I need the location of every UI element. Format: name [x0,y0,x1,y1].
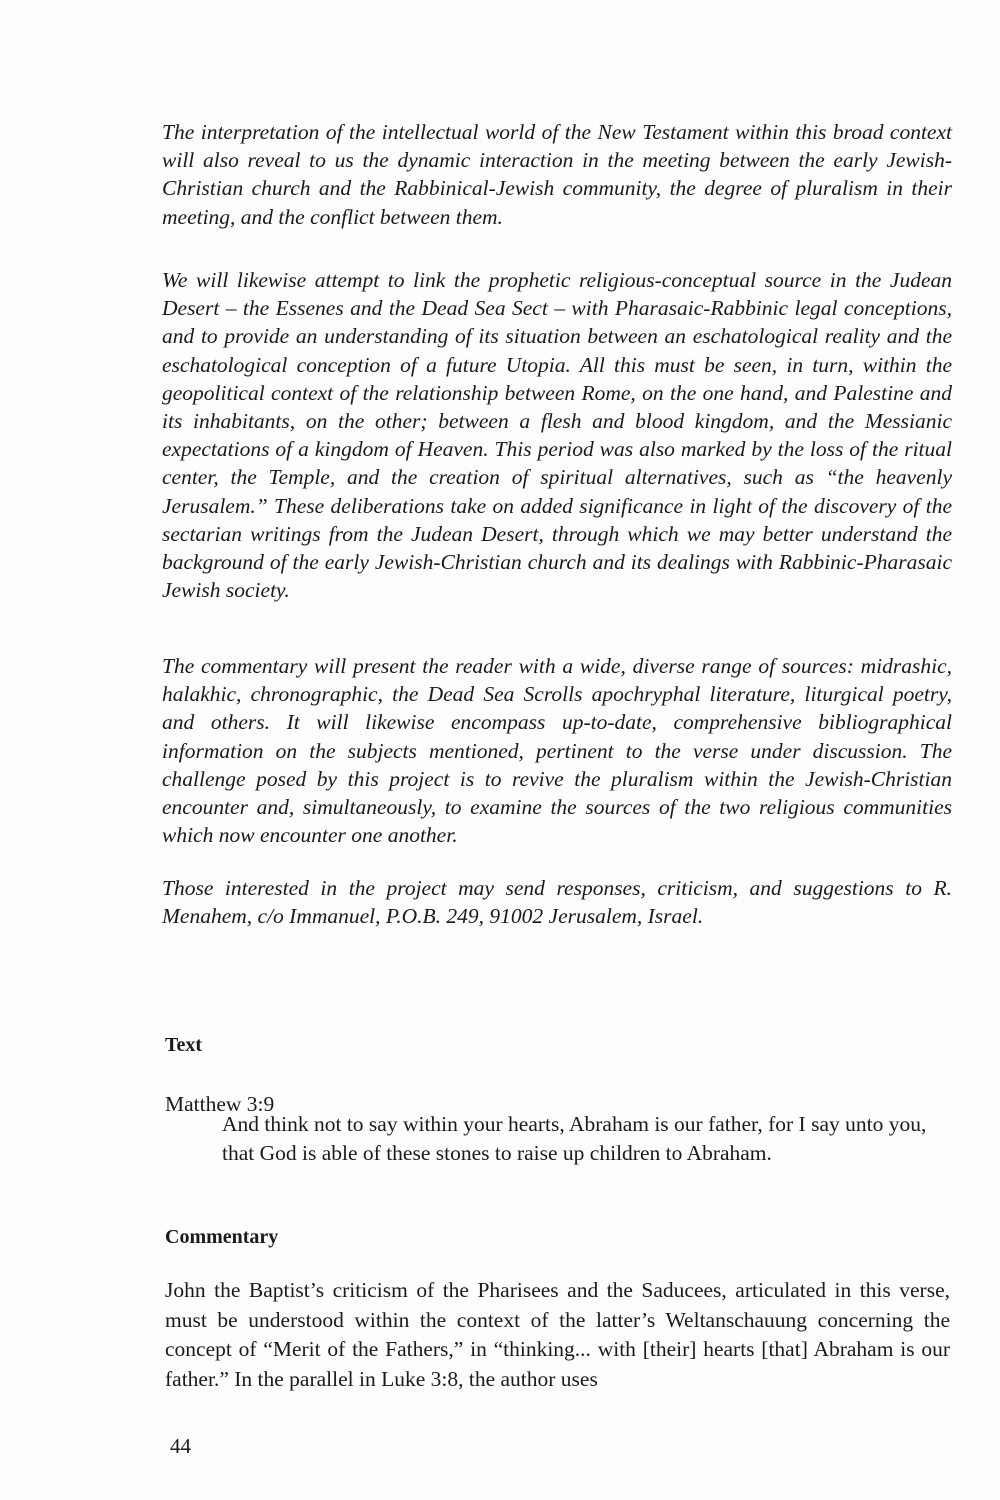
intro-paragraph-4: Those interested in the project may send responses, criticism, and suggestions to R. Menahem, c/o Immanuel, P.O.B. 249, 91002 Jerusalem, Israel. [162,876,952,929]
page-number: 44 [170,1434,191,1458]
text-heading: Text [165,1034,203,1056]
intro-paragraph-2: We will likewise attempt to link the prophetic religious-conceptual source in the Judean Desert – the Essenes and the Dead Sea Sect – with Pharasaic-Rabbinic legal conceptions, and to provide an understanding of its situation between an eschatological reality and the eschatological conception of a future Utopia. All this must be seen, in turn, within the geopolitical context of the relationship between Rome, on the one hand, and Palestine and its inhabitants, on the other; between a flesh and blood kingdom, and the Messianic expectations of a kingdom of Heaven. This period was also marked by the loss of the ritual center, the Temple, and the creation of spiritual alternatives, such as “the heavenly Jerusalem.” These deliberations take on added significance in light of the discovery of the sectarian writings from the Judean Desert, through which we may better understand the background of the early Jewish-Christian church and its dealings with Rabbinic-Pharasaic Jewish society. [162,268,952,603]
intro-paragraph-3: The commentary will present the reader with a wide, diverse range of sources: midrashic, halakhic, chronographic, the Dead Sea Scrolls apochryphal literature, liturgical poetry, and others. It will likewise encompass up-to-date, comprehensive bibliographical information on the subjects mentioned, pertinent to the verse under discussion. The challenge posed by this project is to revive the pluralism within the Jewish-Christian encounter and, simultaneously, to examine the sources of the two religious communities which now encounter one another. [162,654,952,848]
commentary-text: John the Baptist’s criticism of the Pharisees and the Saducees, articulated in this verse, must be understood within the context of the latter’s Weltanschauung concerning the concept of “Merit of the Fathers,” in “thinking... with [their] hearts [that] Abraham is our father.” In the parallel in Luke 3:8, the author uses [165,1278,950,1391]
intro-paragraph-1: The interpretation of the intellectual world of the New Testament within this broad context will also reveal to us the dynamic interaction in the meeting between the early Jewish-Christian church and the Rabbinical-Jewish community, the degree of pluralism in their meeting, and the conflict between them. [162,120,952,229]
commentary-heading: Commentary [165,1226,279,1248]
verse-text: And think not to say within your hearts, Abraham is our father, for I say unto you, that God is able of these stones to raise up children to Abraham. [222,1112,927,1165]
verse-reference: Matthew 3:9 [165,1092,275,1116]
